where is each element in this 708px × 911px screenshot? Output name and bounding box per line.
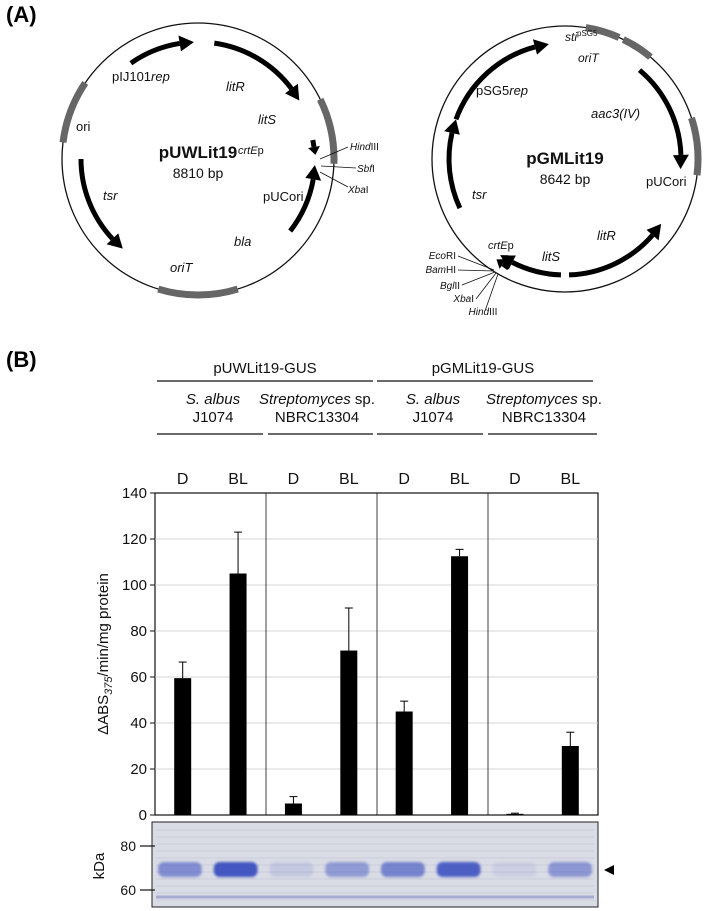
condition-label: BL [560, 471, 581, 488]
strain-id: J1074 [412, 409, 454, 426]
feature-arrow-tsr-head [444, 119, 460, 134]
condition-label: BL [339, 471, 359, 488]
label-orit: oriT [578, 51, 599, 65]
label-lits: litS [258, 112, 277, 127]
label-crtep: crtEp [238, 145, 264, 157]
feature-block-orit [623, 39, 650, 57]
label-litr: litR [226, 79, 245, 94]
feature-arrow-bla-head [305, 165, 321, 181]
bar [230, 574, 247, 816]
gus-activity-bar-chart [95, 471, 598, 824]
gel-unit-label: kDa [91, 852, 108, 880]
condition-label: BL [449, 471, 470, 488]
site-xbai: XbaI [348, 185, 369, 196]
label-sti: sti$^{pSG5}$ [565, 29, 598, 44]
plasmid-name: pUWLit19 [158, 143, 238, 162]
group-label-puwlit19-gus: pUWLit19-GUS [213, 360, 317, 377]
site-sbfi: SbfI [357, 164, 375, 175]
bar [396, 712, 413, 816]
gel-band [437, 862, 481, 877]
bar [506, 814, 523, 815]
y-tick-label: 40 [130, 715, 147, 732]
label-ori: ori [76, 119, 91, 134]
condition-label: BL [228, 471, 248, 488]
site-hindiii: HindIII [350, 142, 379, 153]
plasmid-size: 8810 bp [172, 165, 224, 181]
site-bamhi: BamHI [425, 265, 456, 276]
gel-band [270, 862, 314, 877]
strain-id: NBRC13304 [274, 409, 360, 426]
plasmid-name: pGMLit19 [526, 149, 604, 168]
label-orit: oriT [170, 260, 193, 275]
bar [174, 678, 191, 815]
label-crtep: crtEp [488, 240, 514, 252]
label-tsr: tsr [472, 187, 487, 202]
gel-band [381, 862, 425, 877]
y-axis-label: $\Delta ABS_{375}/\min/mg$ protein [95, 573, 115, 735]
y-tick-label: 120 [121, 531, 147, 548]
feature-arrow-aac3iv-head [673, 155, 689, 169]
sds-page-gel [91, 822, 614, 907]
condition-label: D [509, 471, 521, 488]
gel-band [493, 862, 537, 877]
site-bglii: BglII [439, 281, 460, 292]
strain-label: Streptomyces sp. [486, 391, 602, 408]
bar [562, 746, 579, 815]
label-pucori: pUCori [263, 189, 304, 204]
label-aac3iv: aac3(IV) [591, 106, 641, 121]
label-pucori: pUCori [646, 174, 687, 189]
strain-id: NBRC13304 [501, 409, 587, 426]
bar [285, 804, 302, 816]
band-arrow-icon [604, 865, 614, 875]
condition-label: D [398, 471, 410, 488]
y-tick-label: 80 [130, 623, 147, 640]
plasmid-map-pgmlit19 [425, 26, 698, 318]
label-litr: litR [597, 228, 616, 243]
strain-label: Streptomyces sp. [259, 391, 375, 408]
plasmid-map-puwlit19 [62, 23, 379, 295]
gel-band [548, 862, 592, 877]
feature-arrow-crtep [307, 139, 321, 156]
gel-band [214, 862, 258, 877]
y-tick-label: 20 [130, 761, 147, 778]
y-tick-label: 60 [130, 669, 147, 686]
feature-block-orit [158, 289, 238, 295]
label-tsr: tsr [103, 188, 118, 203]
condition-label: D [176, 471, 189, 488]
group-header [157, 360, 602, 434]
feature-arrow-psg5rep-head [533, 39, 549, 54]
y-tick-label: 100 [121, 577, 147, 594]
feature-arrow-tsr [449, 133, 460, 208]
bar [340, 651, 357, 815]
condition-label: D [287, 471, 300, 488]
marker-60: 60 [120, 882, 136, 898]
gel-band [325, 862, 369, 877]
strain-id: J1074 [192, 409, 234, 426]
feature-arrow-pij101rep-head [178, 36, 193, 52]
panel-a-label: (A) [6, 2, 37, 27]
feature-arrow-lits [512, 262, 561, 275]
feature-block-pucori [691, 118, 698, 175]
site-ecori: EcoRI [428, 251, 456, 262]
group-label-pgmlit19-gus: pGMLit19-GUS [431, 360, 535, 377]
feature-arrow-bla [290, 179, 313, 231]
gel-band [158, 862, 202, 877]
marker-80: 80 [120, 838, 136, 854]
label-lits: litS [542, 249, 561, 264]
strain-label: S. albus [185, 391, 241, 408]
label-bla: bla [234, 234, 252, 249]
strain-label: S. albus [405, 391, 461, 408]
y-tick-label: 140 [121, 485, 147, 502]
y-tick-label: 0 [138, 807, 147, 824]
feature-arrow-pij101rep [131, 43, 180, 63]
panel-b-label: (B) [6, 347, 37, 372]
label-pij101rep: pIJ101rep [112, 69, 170, 84]
site-hindiii: HindIII [468, 307, 498, 318]
label-psg5rep: pSG5rep [476, 83, 529, 98]
plasmid-size: 8642 bp [539, 171, 591, 187]
bar [451, 556, 468, 815]
plot-frame [155, 493, 598, 815]
site-xbai: XbaI [453, 294, 474, 305]
